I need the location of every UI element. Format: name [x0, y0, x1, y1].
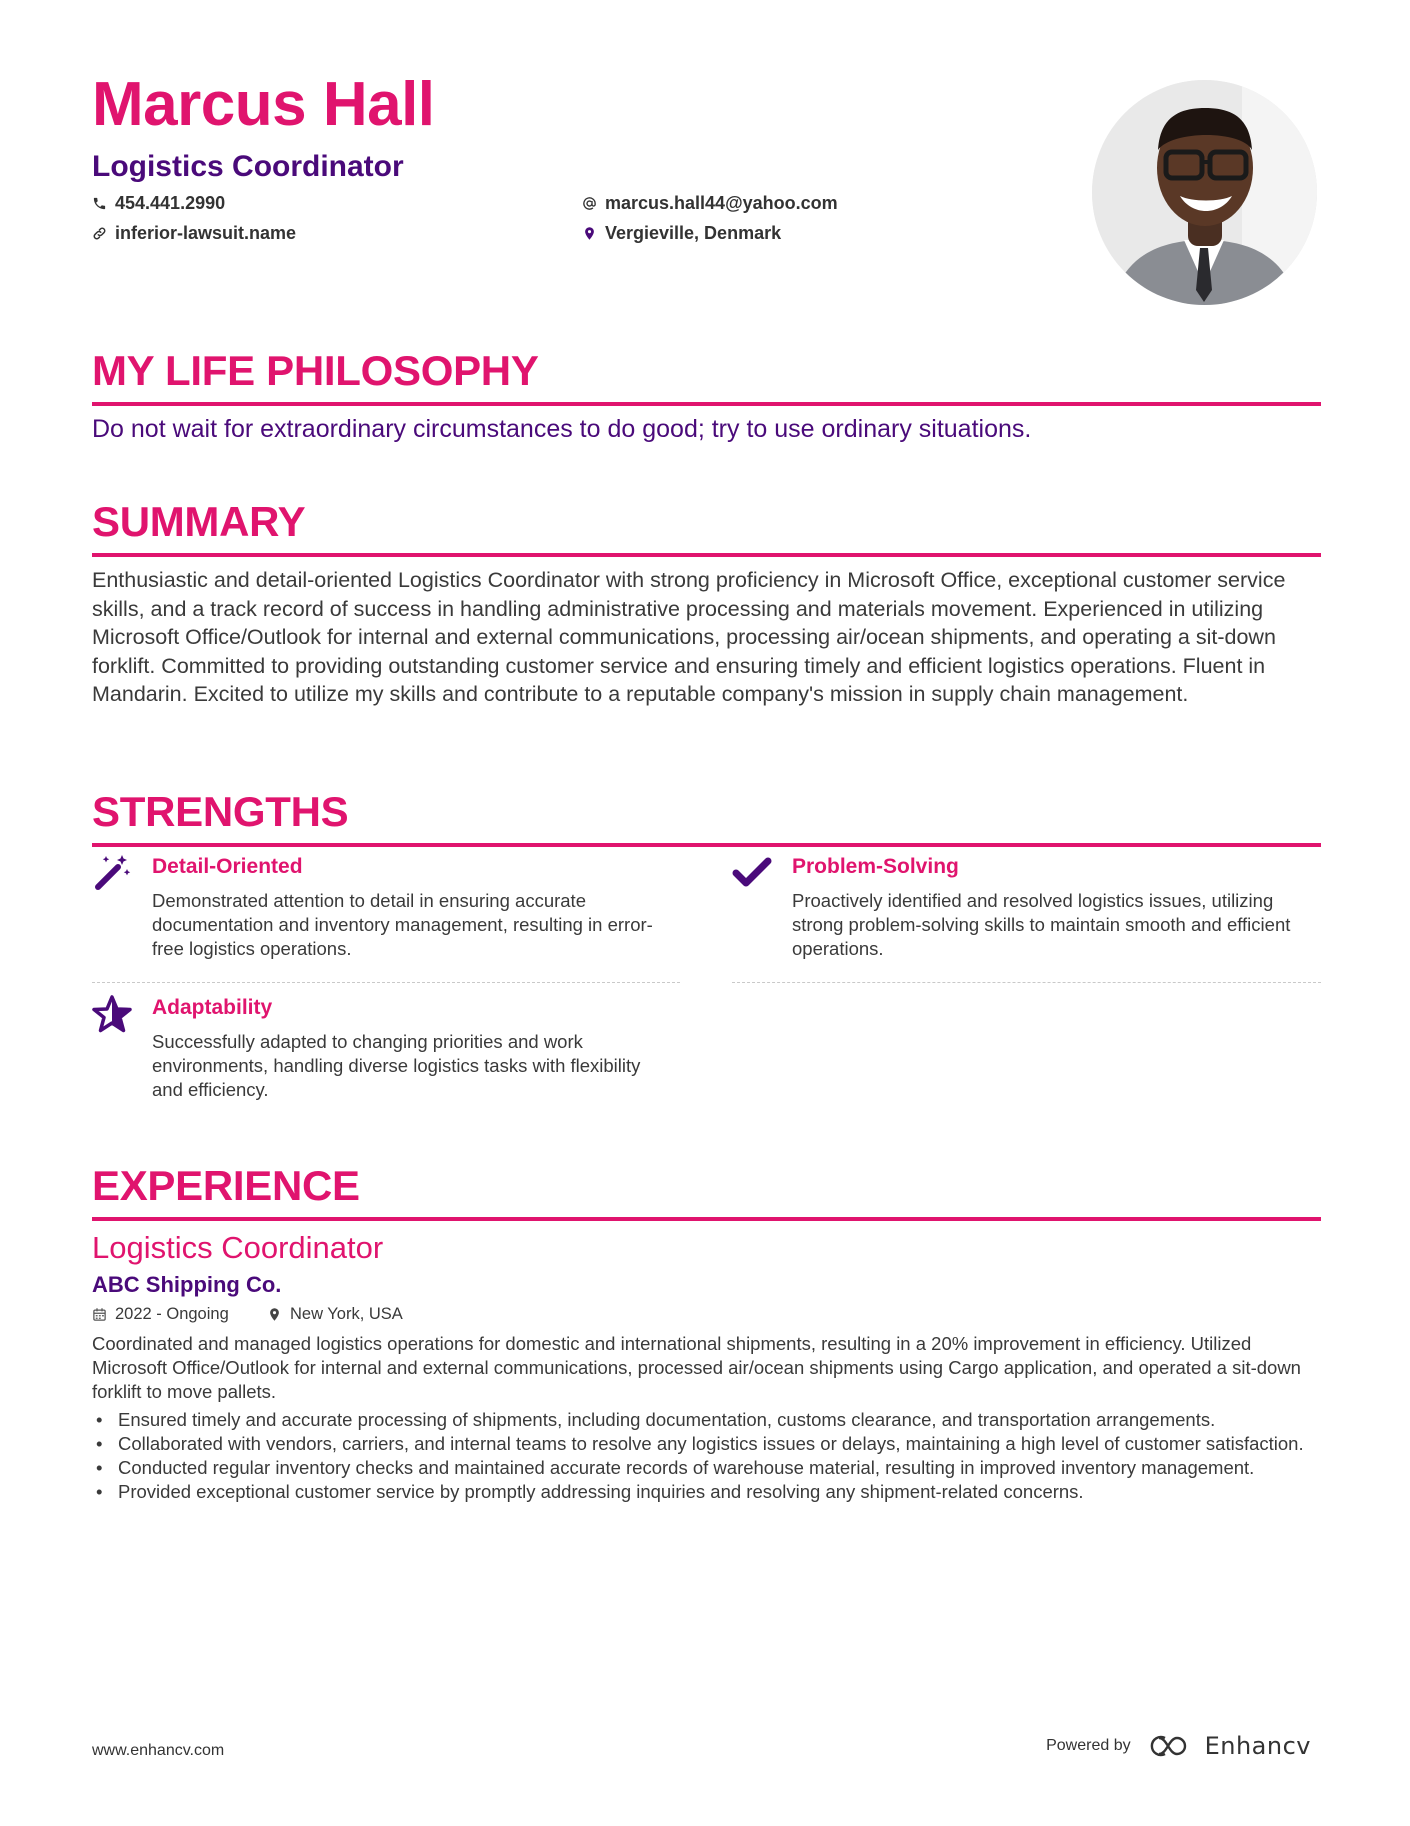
job-dates-text: 2022 - Ongoing [115, 1305, 229, 1323]
checkmark-icon [732, 853, 772, 893]
strength-description: Proactively identified and resolved logistics issues, utilizing strong problem-solving skills to maintain smooth and efficient operations. [792, 890, 1291, 959]
candidate-role: Logistics Coordinator [92, 150, 404, 183]
star-icon [92, 994, 132, 1034]
footer-website[interactable]: www.enhancv.com [92, 1742, 225, 1759]
contact-website[interactable] [92, 224, 296, 242]
link-icon [92, 226, 107, 241]
profile-photo [1092, 80, 1317, 305]
strength-description: Successfully adapted to changing priorities and work environments, handling diverse logistics tasks with flexibility and efficiency. [152, 1031, 641, 1100]
list-item: • Ensured timely and accurate processing of shipments, including documentation, customs clearance, and transportation arrangements. [92, 1408, 1321, 1432]
strength-title: Detail-Oriented [152, 855, 303, 878]
job-description: Coordinated and managed logistics operations for domestic and international shipments, resulting in a 20% improvement in efficiency. Utilized Microsoft Office/Outlook for internal and external communications, processed air/ocean shipments using Cargo application, and operated a sit-down forklift to move pallets. [92, 1333, 1301, 1402]
phone-text: 454.441.2990 [115, 193, 226, 213]
job-location-text: New York, USA [290, 1305, 403, 1323]
list-item: • Conducted regular inventory checks and maintained accurate records of warehouse material, resulting in improved inventory management. [92, 1456, 1321, 1480]
at-icon [582, 196, 597, 211]
job-location [267, 1306, 403, 1323]
location-pin-icon [582, 226, 597, 241]
magic-wand-icon [92, 853, 132, 893]
section-title-philosophy: MY LIFE PHILOSOPHY [92, 350, 1321, 406]
divider [732, 982, 1321, 983]
resume-page [92, 0, 1321, 1826]
section-title-experience: EXPERIENCE [92, 1165, 1321, 1221]
calendar-icon [92, 1307, 107, 1322]
list-item: • Collaborated with vendors, carriers, and internal teams to resolve any logistics issues or delays, maintaining a high level of customer satisfaction. [92, 1432, 1321, 1456]
enhancv-logo-icon [1145, 1733, 1191, 1759]
company-name: ABC Shipping Co. [92, 1272, 282, 1297]
strength-description: Demonstrated attention to detail in ensuring accurate documentation and inventory management, resulting in error-free logistics operations. [152, 890, 653, 959]
phone-icon [92, 196, 107, 211]
section-title-strengths: STRENGTHS [92, 791, 1321, 847]
contact-location [582, 224, 781, 242]
list-item: • Provided exceptional customer service by promptly addressing inquiries and resolving any shipment-related concerns. [92, 1480, 1321, 1504]
job-title: Logistics Coordinator [92, 1230, 384, 1265]
strength-title: Adaptability [152, 996, 273, 1019]
candidate-name: Marcus Hall [92, 70, 435, 139]
summary-text: Enthusiastic and detail-oriented Logistics Coordinator with strong proficiency in Microsoft Office, exceptional customer service skills, and a track record of success in handling administrative processing and materials movement. Experienced in utilizing Microsoft Office/Outlook for internal and external communications, processing air/ocean shipments, and operating a sit-down forklift. Committed to providing outstanding customer service and ensuring timely and efficient logistics operations. Fluent in Mandarin. Excited to utilize my skills and contribute to a reputable company's mission in supply chain management. [92, 568, 1286, 706]
location-text: Vergieville, Denmark [605, 223, 782, 243]
job-bullets [92, 1408, 1321, 1504]
job-dates [92, 1306, 229, 1323]
philosophy-text: Do not wait for extraordinary circumstances to do good; try to use ordinary situations. [92, 415, 1032, 443]
powered-by-text: Powered by [1046, 1737, 1131, 1754]
strength-title: Problem-Solving [792, 855, 959, 878]
location-pin-icon [267, 1307, 282, 1322]
brand-name: Enhancv [1204, 1732, 1311, 1760]
footer-branding [1046, 1732, 1311, 1760]
contact-phone [92, 194, 225, 212]
section-title-summary: SUMMARY [92, 501, 1321, 557]
website-text[interactable]: inferior-lawsuit.name [115, 223, 297, 243]
contact-email[interactable] [582, 194, 838, 212]
email-text[interactable]: marcus.hall44@yahoo.com [605, 193, 838, 213]
divider [92, 982, 680, 983]
